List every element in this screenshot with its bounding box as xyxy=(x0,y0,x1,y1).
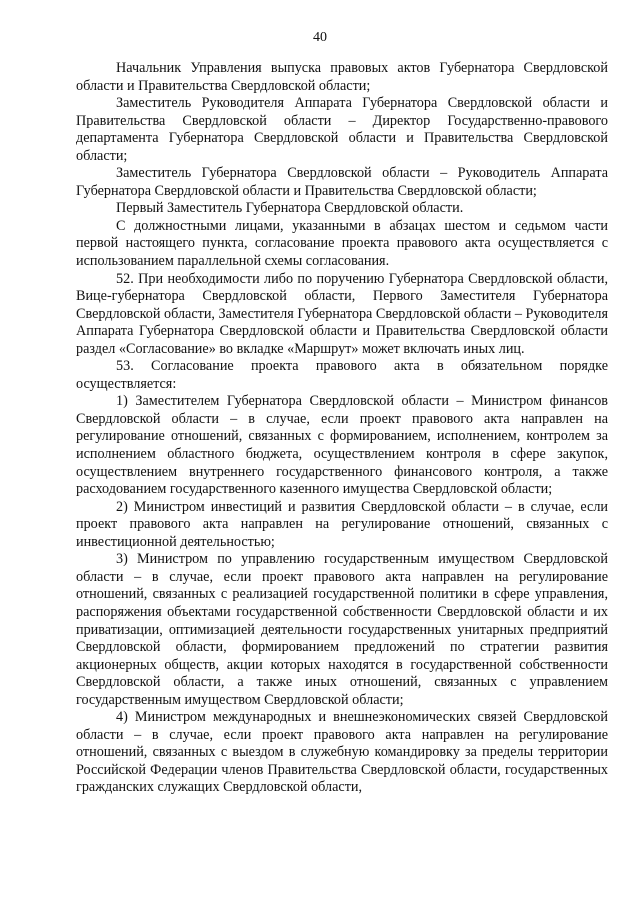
paragraph-item-2-investment: 2) Министром инвестиций и развития Свердловской области – в случае, если проект правового акта направлен на регулирование отношений, связанных с инвестиционной деятельностью; xyxy=(76,498,608,550)
paragraph-clause-53: 53. Согласование проекта правового акта в обязательном порядке осуществляется: xyxy=(76,358,608,392)
paragraph-item-3-property: 3) Министром по управлению государственным имуществом Свердловской области – в случае, если проект правового акта направлен на регулирование отношений, связанных с реализацией государственной политики в сфере управления, распоряжения объектами государственной собственности Свердловской области и их приватизации, оптимизацией деятельности государственных унитарных предприятий Свердловской области, формированием предложений по стратегии развития акционерных обществ, акции которых находятся в государственной собственности Свердловской области, а также иных отношений, связанных с управлением государственным имуществом Свердловской области; xyxy=(76,551,608,708)
body-text xyxy=(76,60,608,797)
paragraph-deputy-governor-head-of-apparatus: Заместитель Губернатора Свердловской области – Руководитель Аппарата Губернатора Свердловской области и Правительства Свердловской области; xyxy=(76,165,608,199)
page-number: 40 xyxy=(313,30,327,45)
paragraph-item-1-finance: 1) Заместителем Губернатора Свердловской области – Министром финансов Свердловской области – в случае, если проект правового акта направлен на регулирование отношений, связанных с формированием, исполнением, контролем за исполнением областного бюджета, осуществлением контроля в сфере закупок, осуществлением внутреннего государственного финансового контроля, а также расходованием государственного казенного имущества Свердловской области; xyxy=(76,393,608,498)
paragraph-item-4-international: 4) Министром международных и внешнеэкономических связей Свердловской области – в случае, если проект правового акта направлен на регулирование отношений, связанных с выездом в служебную командировку за пределы территории Российской Федерации членов Правительства Свердловской области, государственных гражданских служащих Свердловской области, xyxy=(76,709,608,796)
paragraph-first-deputy-governor: Первый Заместитель Губернатора Свердловской области. xyxy=(116,200,464,217)
paragraph-deputy-head-of-apparatus: Заместитель Руководителя Аппарата Губернатора Свердловской области и Правительства Свердловской области – Директор Государственно-правового департамента Губернатора Свердловской области и Правительства Свердловской области; xyxy=(76,95,608,164)
paragraph-clause-52: 52. При необходимости либо по поручению Губернатора Свердловской области, Вице-губернатора Свердловской области, Первого Заместителя Губернатора Свердловской области, Заместителя Губернатора Свердловской области – Руководителя Аппарата Губернатора Свердловской области и Правительства Свердловской области раздел «Согласование» во вкладке «Маршрут» может включать иных лиц. xyxy=(76,270,608,357)
paragraph-head-of-legal-acts-office: Начальник Управления выпуска правовых актов Губернатора Свердловской области и Правительства Свердловской области; xyxy=(76,60,608,94)
paragraph-parallel-approval: С должностными лицами, указанными в абзацах шестом и седьмом части первой настоящего пункта, согласование проекта правового акта осуществляется с использованием параллельной схемы согласования. xyxy=(76,217,608,270)
